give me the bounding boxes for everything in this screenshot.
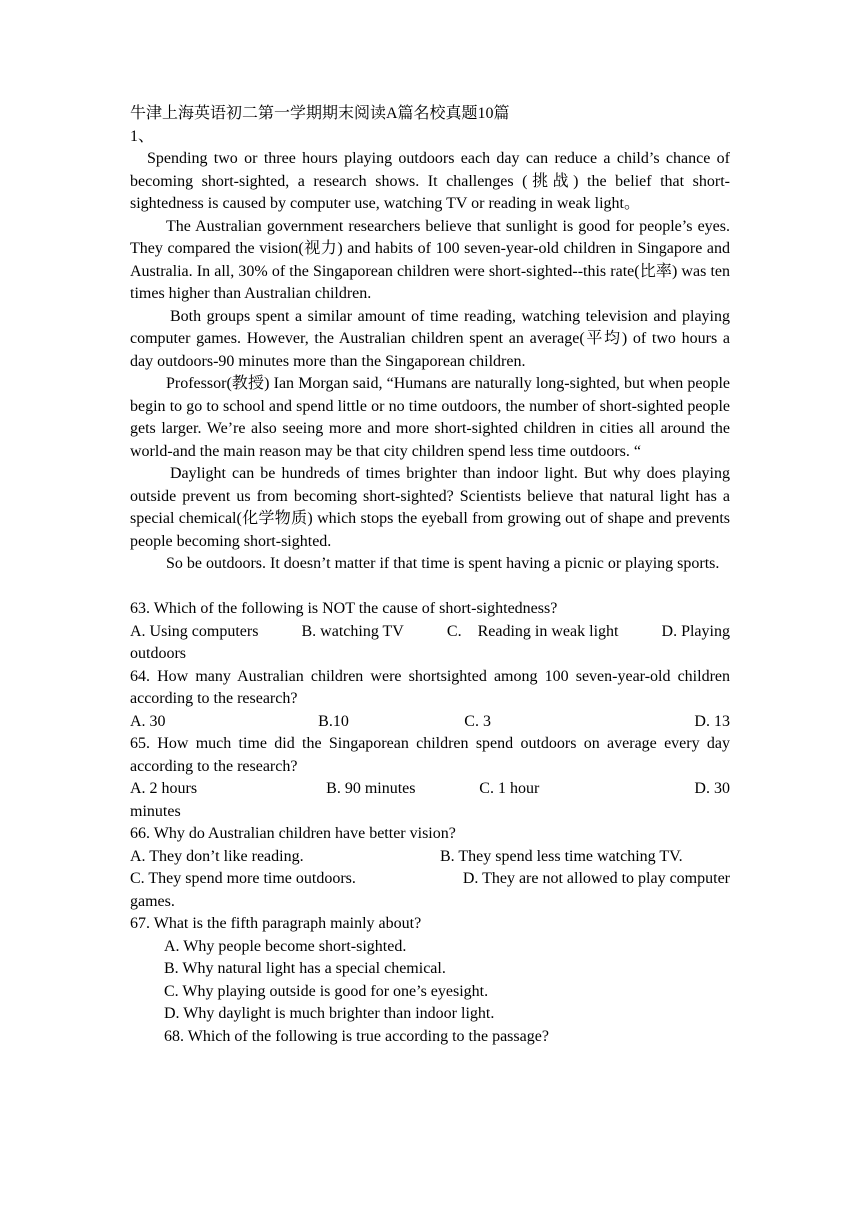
option-b: B. watching TV [301,622,404,640]
option-b: B. 90 minutes [326,780,416,797]
passage-paragraph-1: Spending two or three hours playing outdoors each day can reduce a child’s chance of becoming short-sighted, a research shows. It challenges (挑战) the belief that short-sightedness is caused by computer use, watching TV or reading in weak light。 [130,150,730,212]
option-d: D. Why daylight is much brighter than indoor light. [164,1005,495,1022]
option-d: D. They are not allowed to play computer [462,870,730,887]
question-64-options [130,711,730,734]
option-d-continuation: games. [130,892,175,910]
option-a: A. 2 hours [130,780,198,797]
question-63-options [130,621,730,644]
option-a: A. Why people become short-sighted. [164,937,407,955]
section-number: 1、 [130,127,155,145]
option-c: C. 3 [464,712,491,730]
question-63: 63. Which of the following is NOT the cause of short-sightedness? [130,600,558,617]
document-title: 牛津上海英语初二第一学期期末阅读A篇名校真题10篇 [130,105,510,122]
option-a: A. They don’t like reading. [130,847,304,865]
option-d-continuation: outdoors [130,645,186,662]
question-64: 64. How many Australian children were shortsighted among 100 seven-year-old children according to the research? [130,667,730,707]
option-c: C. 1 hour [479,780,540,797]
option-c: C. They spend more time outdoors. [130,870,356,887]
question-65-options [130,778,730,801]
option-d: D. Playing [661,622,730,640]
passage-paragraph-4: Professor(教授) Ian Morgan said, “Humans are naturally long-sighted, but when people begin to go to school and spend little or no time outdoors, the number of short-sighted people gets larger. We’re also seeing more and more short-sighted children in cities all around the world-and the main reason may be that city children spend less time outdoors. “ [130,375,730,460]
option-c: C. Why playing outside is good for one’s eyesight. [164,982,489,1000]
option-a: A. 30 [130,712,166,730]
option-b: B. Why natural light has a special chemical. [164,960,446,977]
option-b: B. They spend less time watching TV. [440,847,683,865]
document-page [130,103,730,1048]
question-65: 65. How much time did the Singaporean children spend outdoors on average every day according to the research? [130,735,730,775]
passage-paragraph-3: Both groups spent a similar amount of time reading, watching television and playing computer games. However, the Australian children spent an average(平均) of two hours a day outdoors-90 minutes more than the Singaporean children. [130,307,730,370]
question-66-options-row-2 [130,868,730,891]
option-d: D. 13 [694,712,730,730]
passage-paragraph-5: Daylight can be hundreds of times brighter than indoor light. But why does playing outside prevent us from becoming short-sighted? Scientists believe that natural light has a special chemical(化学物质) which stops the eyeball from growing out of shape and prevents people becoming short-sighted. [130,465,730,550]
blank-line [130,576,730,599]
option-a: A. Using computers [130,622,259,640]
passage-paragraph-2: The Australian government researchers believe that sunlight is good for people’s eyes. They compared the vision(视力) and habits of 100 seven-year-old children in Singapore and Australia. In all, 30% of the Singaporean children were short-sighted--this rate(比率) was ten times higher than Australian children. [130,217,730,302]
option-c: C. Reading in weak light [446,622,619,640]
question-67: 67. What is the fifth paragraph mainly about? [130,915,422,932]
question-68: 68. Which of the following is true according to the passage? [164,1027,549,1045]
option-d-continuation: minutes [130,802,181,820]
question-66: 66. Why do Australian children have better vision? [130,825,456,842]
option-b: B.10 [318,712,349,730]
question-66-options-row-1 [130,846,730,869]
passage-paragraph-6: So be outdoors. It doesn’t matter if that time is spent having a picnic or playing sports. [166,555,720,572]
option-d: D. 30 [694,780,730,797]
